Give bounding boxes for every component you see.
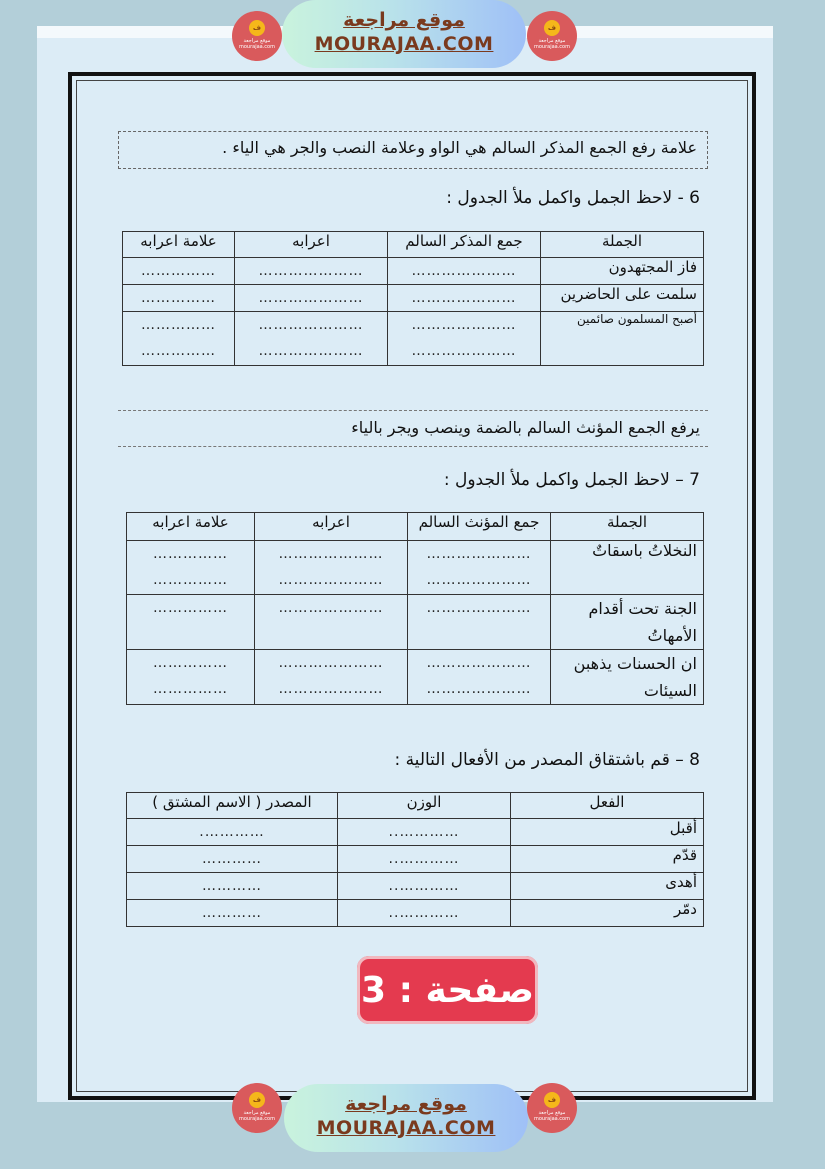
col-header-verb: الفعل xyxy=(511,793,704,819)
question-8-table xyxy=(126,792,704,927)
col-header-parsing-mark: علامة اعرابه xyxy=(123,232,235,258)
blank-line[interactable]: ………………… xyxy=(411,317,517,333)
divider-dashed xyxy=(118,446,708,447)
verb-cell: دمّر xyxy=(511,900,704,927)
banner-site-url[interactable]: MOURAJAA.COM xyxy=(314,33,494,55)
blank-pattern[interactable]: ………….. xyxy=(338,900,511,927)
logo-caption-ar: موقع مراجعة xyxy=(243,1110,271,1116)
table-row xyxy=(127,541,704,595)
blank-line[interactable]: ………………… xyxy=(426,546,532,562)
site-logo-left-bottom[interactable] xyxy=(232,1083,282,1133)
blank-line[interactable]: ………………… xyxy=(426,681,532,697)
logo-caption-ar: موقع مراجعة xyxy=(538,38,566,44)
blank-infinitive[interactable]: ………… xyxy=(127,900,338,927)
col-header-parsing: اعرابه xyxy=(235,232,388,258)
sentence-cell: أصبح المسلمون صائمين xyxy=(541,312,704,366)
blank-line[interactable]: ………………… xyxy=(278,572,384,588)
verb-cell: أقبل xyxy=(511,819,704,846)
blank-pattern[interactable]: ………….. xyxy=(338,846,511,873)
sentence-cell: النخلاتُ باسقاتٌ xyxy=(551,541,704,595)
blank-parsing-mark[interactable]: …………… xyxy=(127,595,255,650)
blank-line[interactable]: ………………… xyxy=(426,572,532,588)
table-row xyxy=(123,258,704,285)
question-7-table xyxy=(126,512,704,705)
blank-line[interactable]: …………… xyxy=(153,546,228,562)
sentence-cell: سلمت على الحاضرين xyxy=(541,285,704,312)
blank-pattern[interactable]: ………….. xyxy=(338,873,511,900)
rule-masculine-plural: علامة رفع الجمع المذكر السالم هي الواو وعلامة النصب والجر هي الياء . xyxy=(118,131,708,169)
logo-icon: ف xyxy=(544,20,560,36)
blank-parsing-mark[interactable] xyxy=(127,650,255,705)
blank-plural[interactable]: ………………… xyxy=(408,595,551,650)
blank-parsing-mark[interactable]: …………… xyxy=(123,285,235,312)
table-row xyxy=(127,819,704,846)
logo-caption-ar: موقع مراجعة xyxy=(538,1110,566,1116)
logo-caption-en: mourajaa.com xyxy=(533,44,570,50)
blank-parsing[interactable] xyxy=(235,312,388,366)
logo-icon: ف xyxy=(544,1092,560,1108)
site-logo-right[interactable] xyxy=(527,11,577,61)
blank-plural[interactable]: ………………… xyxy=(388,285,541,312)
blank-plural[interactable] xyxy=(388,312,541,366)
blank-parsing[interactable]: ………………… xyxy=(235,258,388,285)
blank-parsing[interactable]: ………………… xyxy=(255,595,408,650)
blank-infinitive[interactable]: ………… xyxy=(127,873,338,900)
table-row xyxy=(127,595,704,650)
table-row xyxy=(127,873,704,900)
blank-line[interactable]: ………………… xyxy=(278,681,384,697)
verb-cell: قدّم xyxy=(511,846,704,873)
question-6-title: 6 - لاحظ الجمل واكمل ملأ الجدول : xyxy=(446,188,700,208)
logo-caption-ar: موقع مراجعة xyxy=(243,38,271,44)
banner-site-url[interactable]: MOURAJAA.COM xyxy=(316,1117,496,1139)
col-header-sentence: الجملة xyxy=(541,232,704,258)
blank-plural[interactable]: ………………… xyxy=(388,258,541,285)
sentence-cell: فاز المجتهدون xyxy=(541,258,704,285)
question-6-table xyxy=(122,231,704,366)
sentence-cell: الجنة تحت أقدام الأمهاتُ xyxy=(551,595,704,650)
site-banner-bottom[interactable] xyxy=(284,1084,528,1152)
col-header-sentence: الجملة xyxy=(551,513,704,541)
question-7-title: 7 – لاحظ الجمل واكمل ملأ الجدول : xyxy=(443,470,700,490)
col-header-plural: جمع المؤنث السالم xyxy=(408,513,551,541)
blank-line[interactable]: …………… xyxy=(153,681,228,697)
blank-parsing[interactable]: ………………… xyxy=(235,285,388,312)
rule-feminine-plural: يرفع الجمع المؤنث السالم بالضمة وينصب ويجر بالياء xyxy=(351,418,700,437)
blank-pattern[interactable]: ………….. xyxy=(338,819,511,846)
banner-arabic-title: موقع مراجعة xyxy=(345,1093,467,1115)
blank-line[interactable]: ………………… xyxy=(426,655,532,671)
blank-parsing-mark[interactable] xyxy=(123,312,235,366)
logo-caption-en: mourajaa.com xyxy=(238,44,275,50)
blank-plural[interactable] xyxy=(408,650,551,705)
table-row xyxy=(123,285,704,312)
logo-icon: ف xyxy=(249,1092,265,1108)
blank-parsing-mark[interactable] xyxy=(127,541,255,595)
logo-caption-en: mourajaa.com xyxy=(238,1116,275,1122)
site-logo-right-bottom[interactable] xyxy=(527,1083,577,1133)
blank-line[interactable]: …………… xyxy=(153,655,228,671)
col-header-plural: جمع المذكر السالم xyxy=(388,232,541,258)
blank-plural[interactable] xyxy=(408,541,551,595)
col-header-pattern: الوزن xyxy=(338,793,511,819)
logo-icon: ف xyxy=(249,20,265,36)
site-banner-top[interactable] xyxy=(282,0,526,68)
divider-dashed xyxy=(118,410,708,411)
banner-arabic-title: موقع مراجعة xyxy=(343,9,465,31)
col-header-parsing-mark: علامة اعرابه xyxy=(127,513,255,541)
blank-line[interactable]: ………………… xyxy=(278,655,384,671)
table-row xyxy=(127,846,704,873)
blank-infinitive[interactable]: ………… xyxy=(127,846,338,873)
table-row xyxy=(127,650,704,705)
blank-line[interactable]: ………………… xyxy=(278,546,384,562)
blank-line[interactable]: ………………… xyxy=(258,317,364,333)
verb-cell: أهدى xyxy=(511,873,704,900)
page-number-badge: صفحة : 3 xyxy=(357,956,538,1024)
blank-parsing[interactable] xyxy=(255,650,408,705)
blank-line[interactable]: …………… xyxy=(141,317,216,333)
question-8-title: 8 – قم باشتقاق المصدر من الأفعال التالية : xyxy=(394,750,700,770)
table-row xyxy=(123,312,704,366)
blank-parsing[interactable] xyxy=(255,541,408,595)
col-header-parsing: اعرابه xyxy=(255,513,408,541)
blank-line[interactable]: ………………… xyxy=(411,343,517,359)
sentence-cell: ان الحسنات يذهبن السيئات xyxy=(551,650,704,705)
blank-line[interactable]: …………… xyxy=(153,572,228,588)
table-row xyxy=(127,900,704,927)
logo-caption-en: mourajaa.com xyxy=(533,1116,570,1122)
blank-line[interactable]: ………………… xyxy=(258,343,364,359)
site-logo-left[interactable] xyxy=(232,11,282,61)
blank-parsing-mark[interactable]: …………… xyxy=(123,258,235,285)
blank-infinitive[interactable]: …………. xyxy=(127,819,338,846)
blank-line[interactable]: …………… xyxy=(141,343,216,359)
col-header-infinitive: المصدر ( الاسم المشتق ) xyxy=(127,793,338,819)
